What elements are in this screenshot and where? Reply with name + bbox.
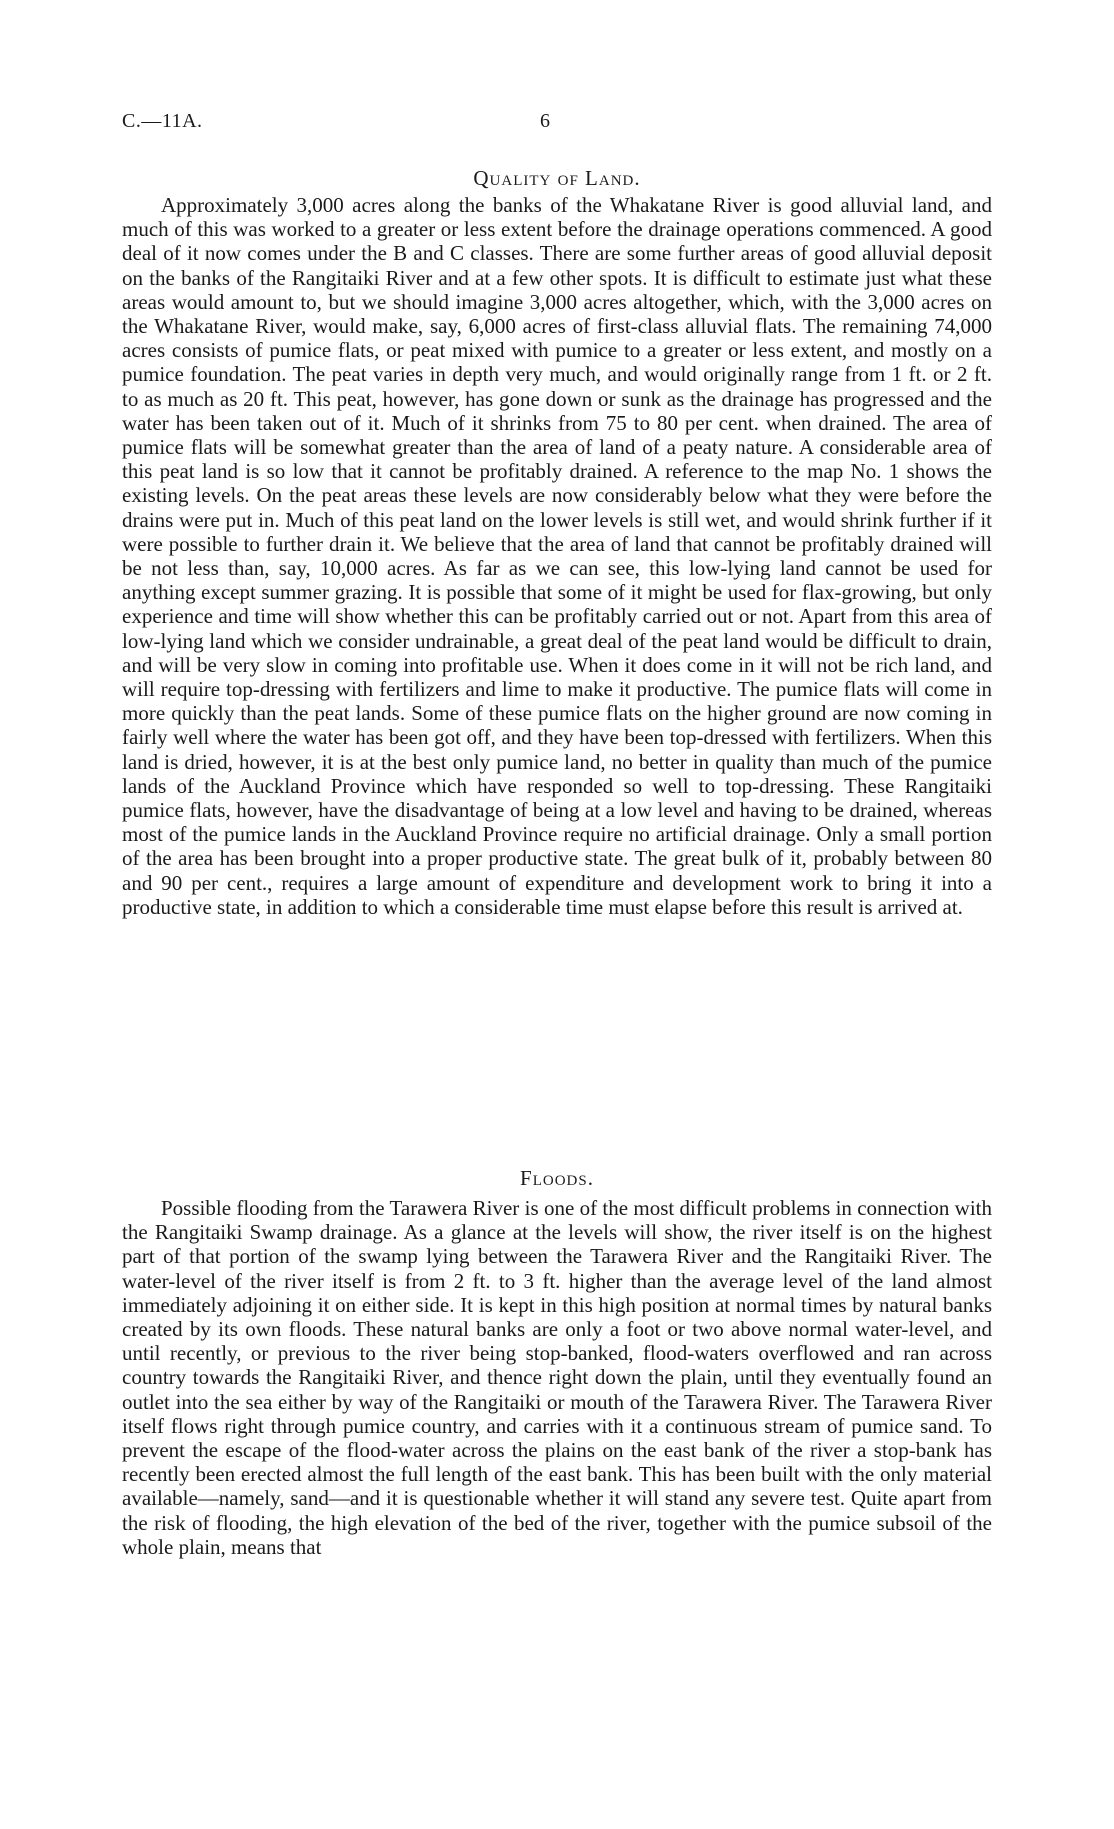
page-number: 6 [540, 110, 551, 132]
section-title-floods: Floods. [520, 1166, 594, 1190]
section-title-quality-of-land: Quality of Land. [473, 166, 641, 190]
page-header [122, 110, 992, 140]
paragraph-quality-of-land: Approximately 3,000 acres along the banks of the Whakatane River is good alluvial land, and much of this was worked to a greater or less extent before the drainage operations commenced. A good deal of it now comes under the B and C classes. There are some further areas of good alluvial deposit on the banks of the Rangitaiki River and at a few other spots. It is difficult to estimate just what these areas would amount to, but we should imagine 3,000 acres altogether, which, with the 3,000 acres on the Whakatane River, would make, say, 6,000 acres of first-class alluvial flats. The remaining 74,000 acres consists of pumice flats, or peat mixed with pumice to a greater or less extent, and mostly on a pumice foundation. The peat varies in depth very much, and would originally range from 1 ft. or 2 ft. to as much as 20 ft. This peat, however, has gone down or sunk as the drainage has progressed and the water has been taken out of it. Much of it shrinks from 75 to 80 per cent. when drained. The area of pumice flats will be somewhat greater than the area of land of a peaty nature. A considerable area of this peat land is so low that it cannot be profitably drained. A reference to the map No. 1 shows the existing levels. On the peat areas these levels are now considerably below what they were before the drains were put in. Much of this peat land on the lower levels is still wet, and would shrink further if it were possible to further drain it. We believe that the area of land that cannot be profitably drained will be not less than, say, 10,000 acres. As far as we can see, this low-lying land cannot be used for anything except summer grazing. It is possible that some of it might be used for flax-growing, but only experience and time will show whether this can be profitably carried out or not. Apart from this area of low-lying land which we consider undrainable, a great deal of the peat land would be difficult to drain, and will be very slow in coming into profitable use. When it does come in it will not be rich land, and will require top-dressing with fertilizers and lime to make it productive. The pumice flats will come in more quickly than the peat lands. Some of these pumice flats on the higher ground are now coming in fairly well where the water has been got off, and they have been top-dressed with fertilizers. When this land is dried, however, it is at the best only pumice land, no better in quality than much of the pumice lands of the Auckland Province which have responded so well to top-dressing. These Rangitaiki pumice flats, however, have the disadvantage of being at a low level and having to be drained, whereas most of the pumice lands in the Auckland Province require no artificial drainage. Only a small portion of the area has been brought into a proper productive state. The great bulk of it, probably between 80 and 90 per cent., requires a large amount of expenditure and development work to bring it into a productive state, in addition to which a considerable time must elapse before this result is arrived at. [122, 193, 992, 919]
document-reference: C.—11A. [122, 110, 203, 132]
paragraph-floods: Possible flooding from the Tarawera River is one of the most difficult problems in connection with the Rangitaiki Swamp drainage. As a glance at the levels will show, the river itself is on the highest part of that portion of the swamp lying between the Tarawera River and the Rangitaiki River. The water-level of the river itself is from 2 ft. to 3 ft. higher than the average level of the land almost immediately adjoining it on either side. It is kept in this high position at normal times by natural banks created by its own floods. These natural banks are only a foot or two above normal water-level, and until recently, or previous to the river being stop-banked, flood-waters overflowed and ran across country towards the Rangitaiki River, and thence right down the plain, until they eventually found an outlet into the sea either by way of the Rangitaiki or mouth of the Tarawera River. The Tarawera River itself flows right through pumice country, and carries with it a continuous stream of pumice sand. To prevent the escape of the flood-water across the plains on the east bank of the river a stop-bank has recently been erected almost the full length of the east bank. This has been built with the only material available—namely, sand—and it is questionable whether it will stand any severe test. Quite apart from the risk of flooding, the high elevation of the bed of the river, together with the pumice subsoil of the whole plain, means that [122, 1196, 992, 1559]
